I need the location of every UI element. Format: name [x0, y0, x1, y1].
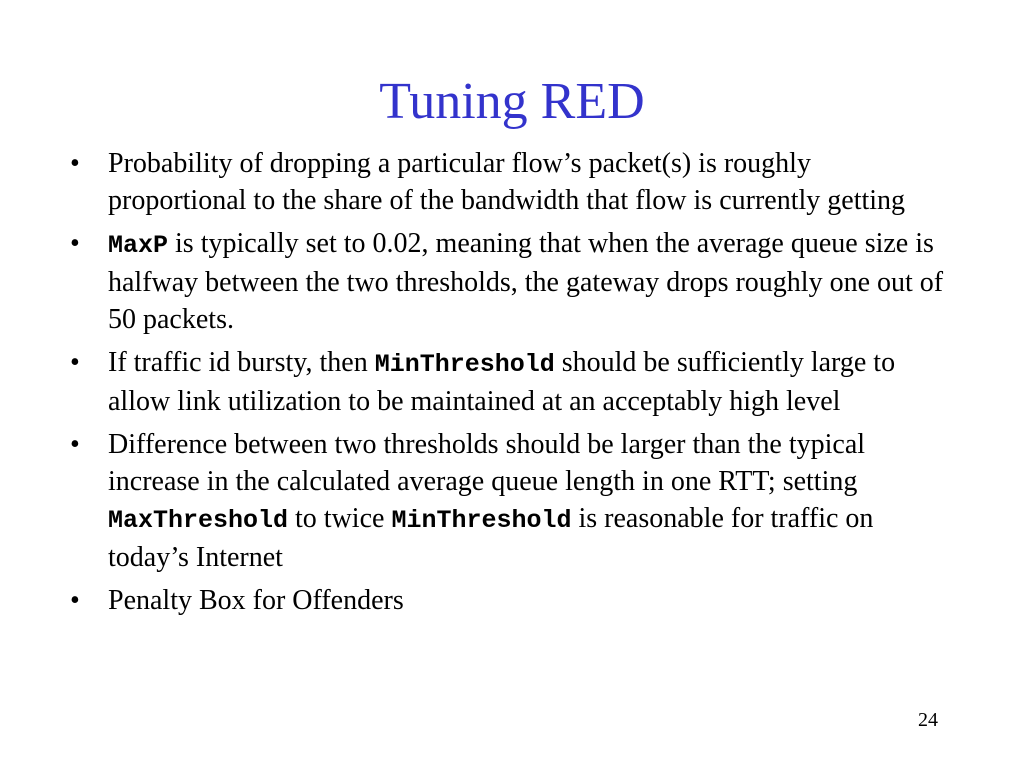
bullet-item: [70, 145, 950, 219]
bullet-item: [70, 426, 950, 576]
bullet-text: Probability of dropping a particular flow’s packet(s) is roughly proportional to the share of the bandwidth that flow is currently getting: [108, 148, 906, 216]
bullet-list: [70, 145, 950, 625]
bullet-text: should be sufficiently large to allow link utilization to be maintained at an acceptably high level: [108, 347, 896, 417]
bullet-marker: [70, 145, 100, 182]
bullet-marker: [70, 344, 100, 381]
bullet-marker: [70, 225, 100, 262]
bullet-text: Penalty Box for Offenders: [108, 585, 404, 616]
bullet-item: [70, 344, 950, 420]
slide-title: Tuning RED: [379, 73, 645, 130]
bullet-text: Difference between two thresholds should be larger than the typical increase in the calculated average queue length in one RTT; setting: [108, 429, 866, 497]
code-term-minthreshold: MinThreshold: [374, 350, 555, 379]
bullet-text: is reasonable for traffic on today’s Internet: [108, 503, 874, 573]
bullet-marker: [70, 426, 100, 463]
bullet-marker: [70, 582, 100, 619]
bullet-text: If traffic id bursty, then: [108, 347, 375, 378]
page-number: 24: [918, 709, 938, 731]
code-term-minthreshold: MinThreshold: [391, 506, 572, 535]
code-term-maxp: MaxP: [108, 231, 169, 260]
bullet-text: is typically set to 0.02, meaning that when the average queue size is halfway between the two thresholds, the gateway drops roughly one out of 50 packets.: [108, 228, 944, 335]
bullet-item: [70, 225, 950, 338]
code-term-maxthreshold: MaxThreshold: [108, 506, 289, 535]
bullet-item: [70, 582, 950, 619]
bullet-text: to twice: [288, 503, 392, 534]
